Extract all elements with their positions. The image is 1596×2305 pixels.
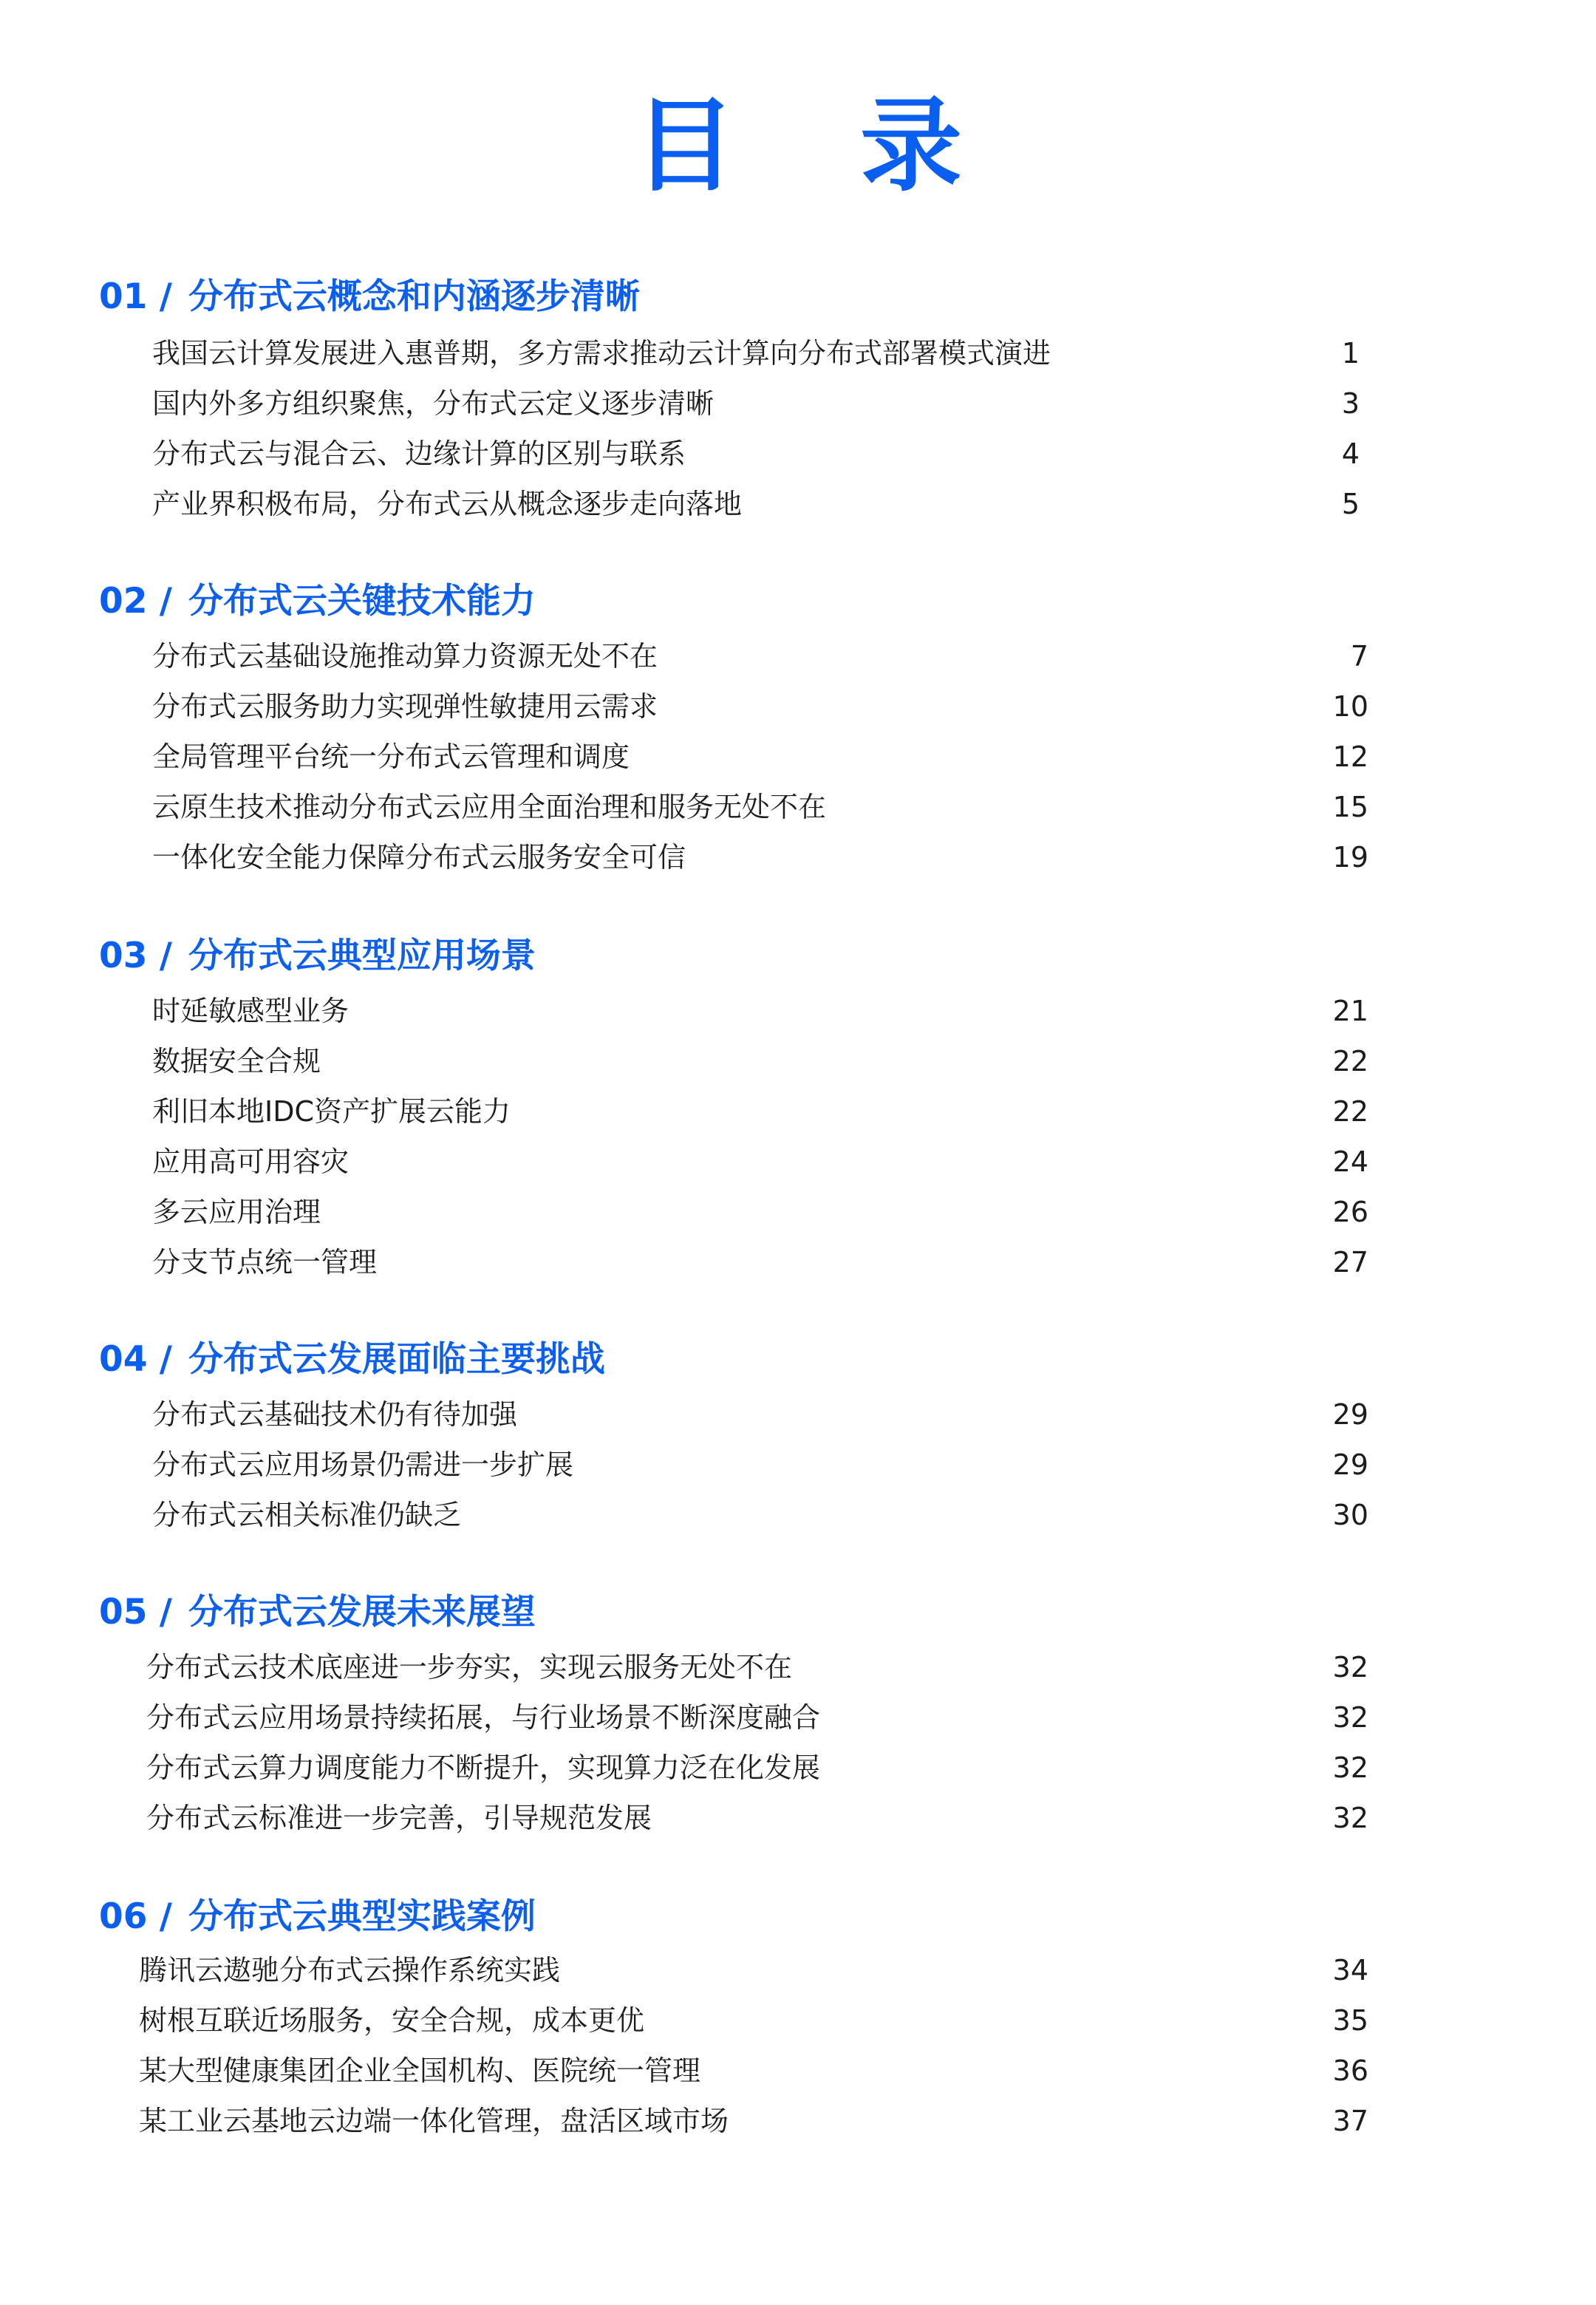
toc-entry[interactable] xyxy=(152,735,1368,779)
entry-title: 分布式云算力调度能力不断提升，实现算力泛在化发展 xyxy=(146,1751,821,1784)
toc-entry[interactable] xyxy=(152,1039,1368,1083)
entry-title: 某工业云基地云边端一体化管理，盘活区域市场 xyxy=(139,2105,729,2137)
entry-page-number: 15 xyxy=(1332,791,1368,823)
section-number: 03 / xyxy=(99,936,172,976)
entry-title: 腾讯云遨驰分布式云操作系统实践 xyxy=(139,1954,561,1986)
entry-page-number: 19 xyxy=(1332,841,1368,874)
toc-entry[interactable] xyxy=(152,1443,1368,1487)
entry-title: 分布式云标准进一步完善，引导规范发展 xyxy=(146,1802,652,1834)
toc-entry[interactable] xyxy=(152,432,1360,476)
toc-entry[interactable] xyxy=(146,1695,1368,1740)
toc-entry[interactable] xyxy=(152,835,1368,879)
section-heading xyxy=(99,1893,536,1941)
toc-entry[interactable] xyxy=(139,1998,1368,2043)
entry-title: 多云应用治理 xyxy=(152,1196,321,1228)
entry-page-number: 1 xyxy=(1341,337,1360,370)
entry-title: 国内外多方组织聚焦，分布式云定义逐步清晰 xyxy=(152,387,715,420)
entry-page-number: 21 xyxy=(1332,995,1368,1027)
section-heading xyxy=(99,1336,605,1383)
entry-page-number: 29 xyxy=(1332,1448,1368,1481)
entry-page-number: 32 xyxy=(1332,1701,1368,1734)
toc-entry[interactable] xyxy=(139,1948,1368,1992)
entry-title: 分布式云相关标准仍缺乏 xyxy=(152,1499,462,1531)
entry-page-number: 22 xyxy=(1332,1095,1368,1128)
entry-page-number: 4 xyxy=(1341,437,1360,470)
toc-entry[interactable] xyxy=(146,1746,1368,1790)
entry-page-number: 26 xyxy=(1332,1196,1368,1228)
section-heading xyxy=(99,1589,536,1636)
entry-title: 分布式云与混合云、边缘计算的区别与联系 xyxy=(152,437,686,470)
entry-page-number: 30 xyxy=(1332,1499,1368,1531)
entry-page-number: 32 xyxy=(1332,1802,1368,1834)
section-title: 分布式云发展未来展望 xyxy=(188,1592,536,1632)
section-number: 02 / xyxy=(99,581,172,622)
toc-entry[interactable] xyxy=(139,2099,1368,2143)
section-heading xyxy=(99,273,640,321)
section-title: 分布式云关键技术能力 xyxy=(188,581,536,622)
entry-page-number: 10 xyxy=(1332,690,1368,723)
section-title: 分布式云发展面临主要挑战 xyxy=(188,1339,605,1380)
entry-page-number: 32 xyxy=(1332,1751,1368,1784)
entry-page-number: 34 xyxy=(1332,1954,1368,1986)
section-heading xyxy=(99,578,536,625)
entry-page-number: 22 xyxy=(1332,1045,1368,1077)
toc-entry[interactable] xyxy=(152,1493,1368,1537)
toc-entry[interactable] xyxy=(152,482,1360,526)
section-number: 06 / xyxy=(99,1896,172,1937)
toc-entry[interactable] xyxy=(139,2049,1368,2093)
section-number: 05 / xyxy=(99,1592,172,1632)
section-heading xyxy=(99,933,536,980)
entry-page-number: 29 xyxy=(1332,1398,1368,1431)
toc-entry[interactable] xyxy=(146,1645,1368,1689)
toc-entry[interactable] xyxy=(146,1796,1368,1840)
entry-title: 全局管理平台统一分布式云管理和调度 xyxy=(152,740,630,773)
toc-entry[interactable] xyxy=(152,381,1360,426)
section-title: 分布式云典型应用场景 xyxy=(188,936,536,976)
entry-page-number: 27 xyxy=(1332,1246,1368,1279)
section-title: 分布式云典型实践案例 xyxy=(188,1896,536,1937)
entry-page-number: 12 xyxy=(1332,740,1368,773)
entry-page-number: 7 xyxy=(1350,640,1368,673)
entry-page-number: 5 xyxy=(1341,488,1360,520)
toc-entry[interactable] xyxy=(152,1190,1368,1234)
toc-entry[interactable] xyxy=(152,989,1368,1033)
entry-title: 时延敏感型业务 xyxy=(152,995,349,1027)
toc-entry[interactable] xyxy=(152,1240,1368,1284)
toc-entry[interactable] xyxy=(152,331,1360,375)
toc-entry[interactable] xyxy=(152,1392,1368,1437)
section-title: 分布式云概念和内涵逐步清晰 xyxy=(188,276,640,317)
entry-title: 数据安全合规 xyxy=(152,1045,321,1077)
entry-page-number: 35 xyxy=(1332,2004,1368,2037)
entry-title: 分布式云服务助力实现弹性敏捷用云需求 xyxy=(152,690,658,723)
entry-title: 某大型健康集团企业全国机构、医院统一管理 xyxy=(139,2054,701,2087)
entry-page-number: 24 xyxy=(1332,1145,1368,1178)
page-title: 目 录 xyxy=(633,86,1007,205)
entry-title: 分布式云技术底座进一步夯实，实现云服务无处不在 xyxy=(146,1651,793,1683)
entry-title: 树根互联近场服务，安全合规，成本更优 xyxy=(139,2004,645,2037)
entry-page-number: 3 xyxy=(1341,387,1360,420)
entry-page-number: 36 xyxy=(1332,2054,1368,2087)
toc-entry[interactable] xyxy=(152,1140,1368,1184)
entry-title: 云原生技术推动分布式云应用全面治理和服务无处不在 xyxy=(152,791,827,823)
entry-title: 分布式云应用场景持续拓展，与行业场景不断深度融合 xyxy=(146,1701,821,1734)
toc-entry[interactable] xyxy=(152,634,1368,678)
entry-title: 利旧本地IDC资产扩展云能力 xyxy=(152,1095,511,1128)
entry-title: 一体化安全能力保障分布式云服务安全可信 xyxy=(152,841,686,874)
entry-page-number: 32 xyxy=(1332,1651,1368,1683)
entry-title: 分布式云应用场景仍需进一步扩展 xyxy=(152,1448,574,1481)
entry-title: 我国云计算发展进入惠普期，多方需求推动云计算向分布式部署模式演进 xyxy=(152,337,1051,370)
toc-entry[interactable] xyxy=(152,785,1368,829)
entry-title: 分支节点统一管理 xyxy=(152,1246,378,1279)
toc-entry[interactable] xyxy=(152,684,1368,729)
section-number: 04 / xyxy=(99,1339,172,1380)
entry-title: 产业界积极布局，分布式云从概念逐步走向落地 xyxy=(152,488,743,520)
toc-entry[interactable] xyxy=(152,1089,1368,1134)
entry-title: 分布式云基础设施推动算力资源无处不在 xyxy=(152,640,658,673)
entry-title: 分布式云基础技术仍有待加强 xyxy=(152,1398,518,1431)
entry-page-number: 37 xyxy=(1332,2105,1368,2137)
section-number: 01 / xyxy=(99,276,172,317)
entry-title: 应用高可用容灾 xyxy=(152,1145,349,1178)
